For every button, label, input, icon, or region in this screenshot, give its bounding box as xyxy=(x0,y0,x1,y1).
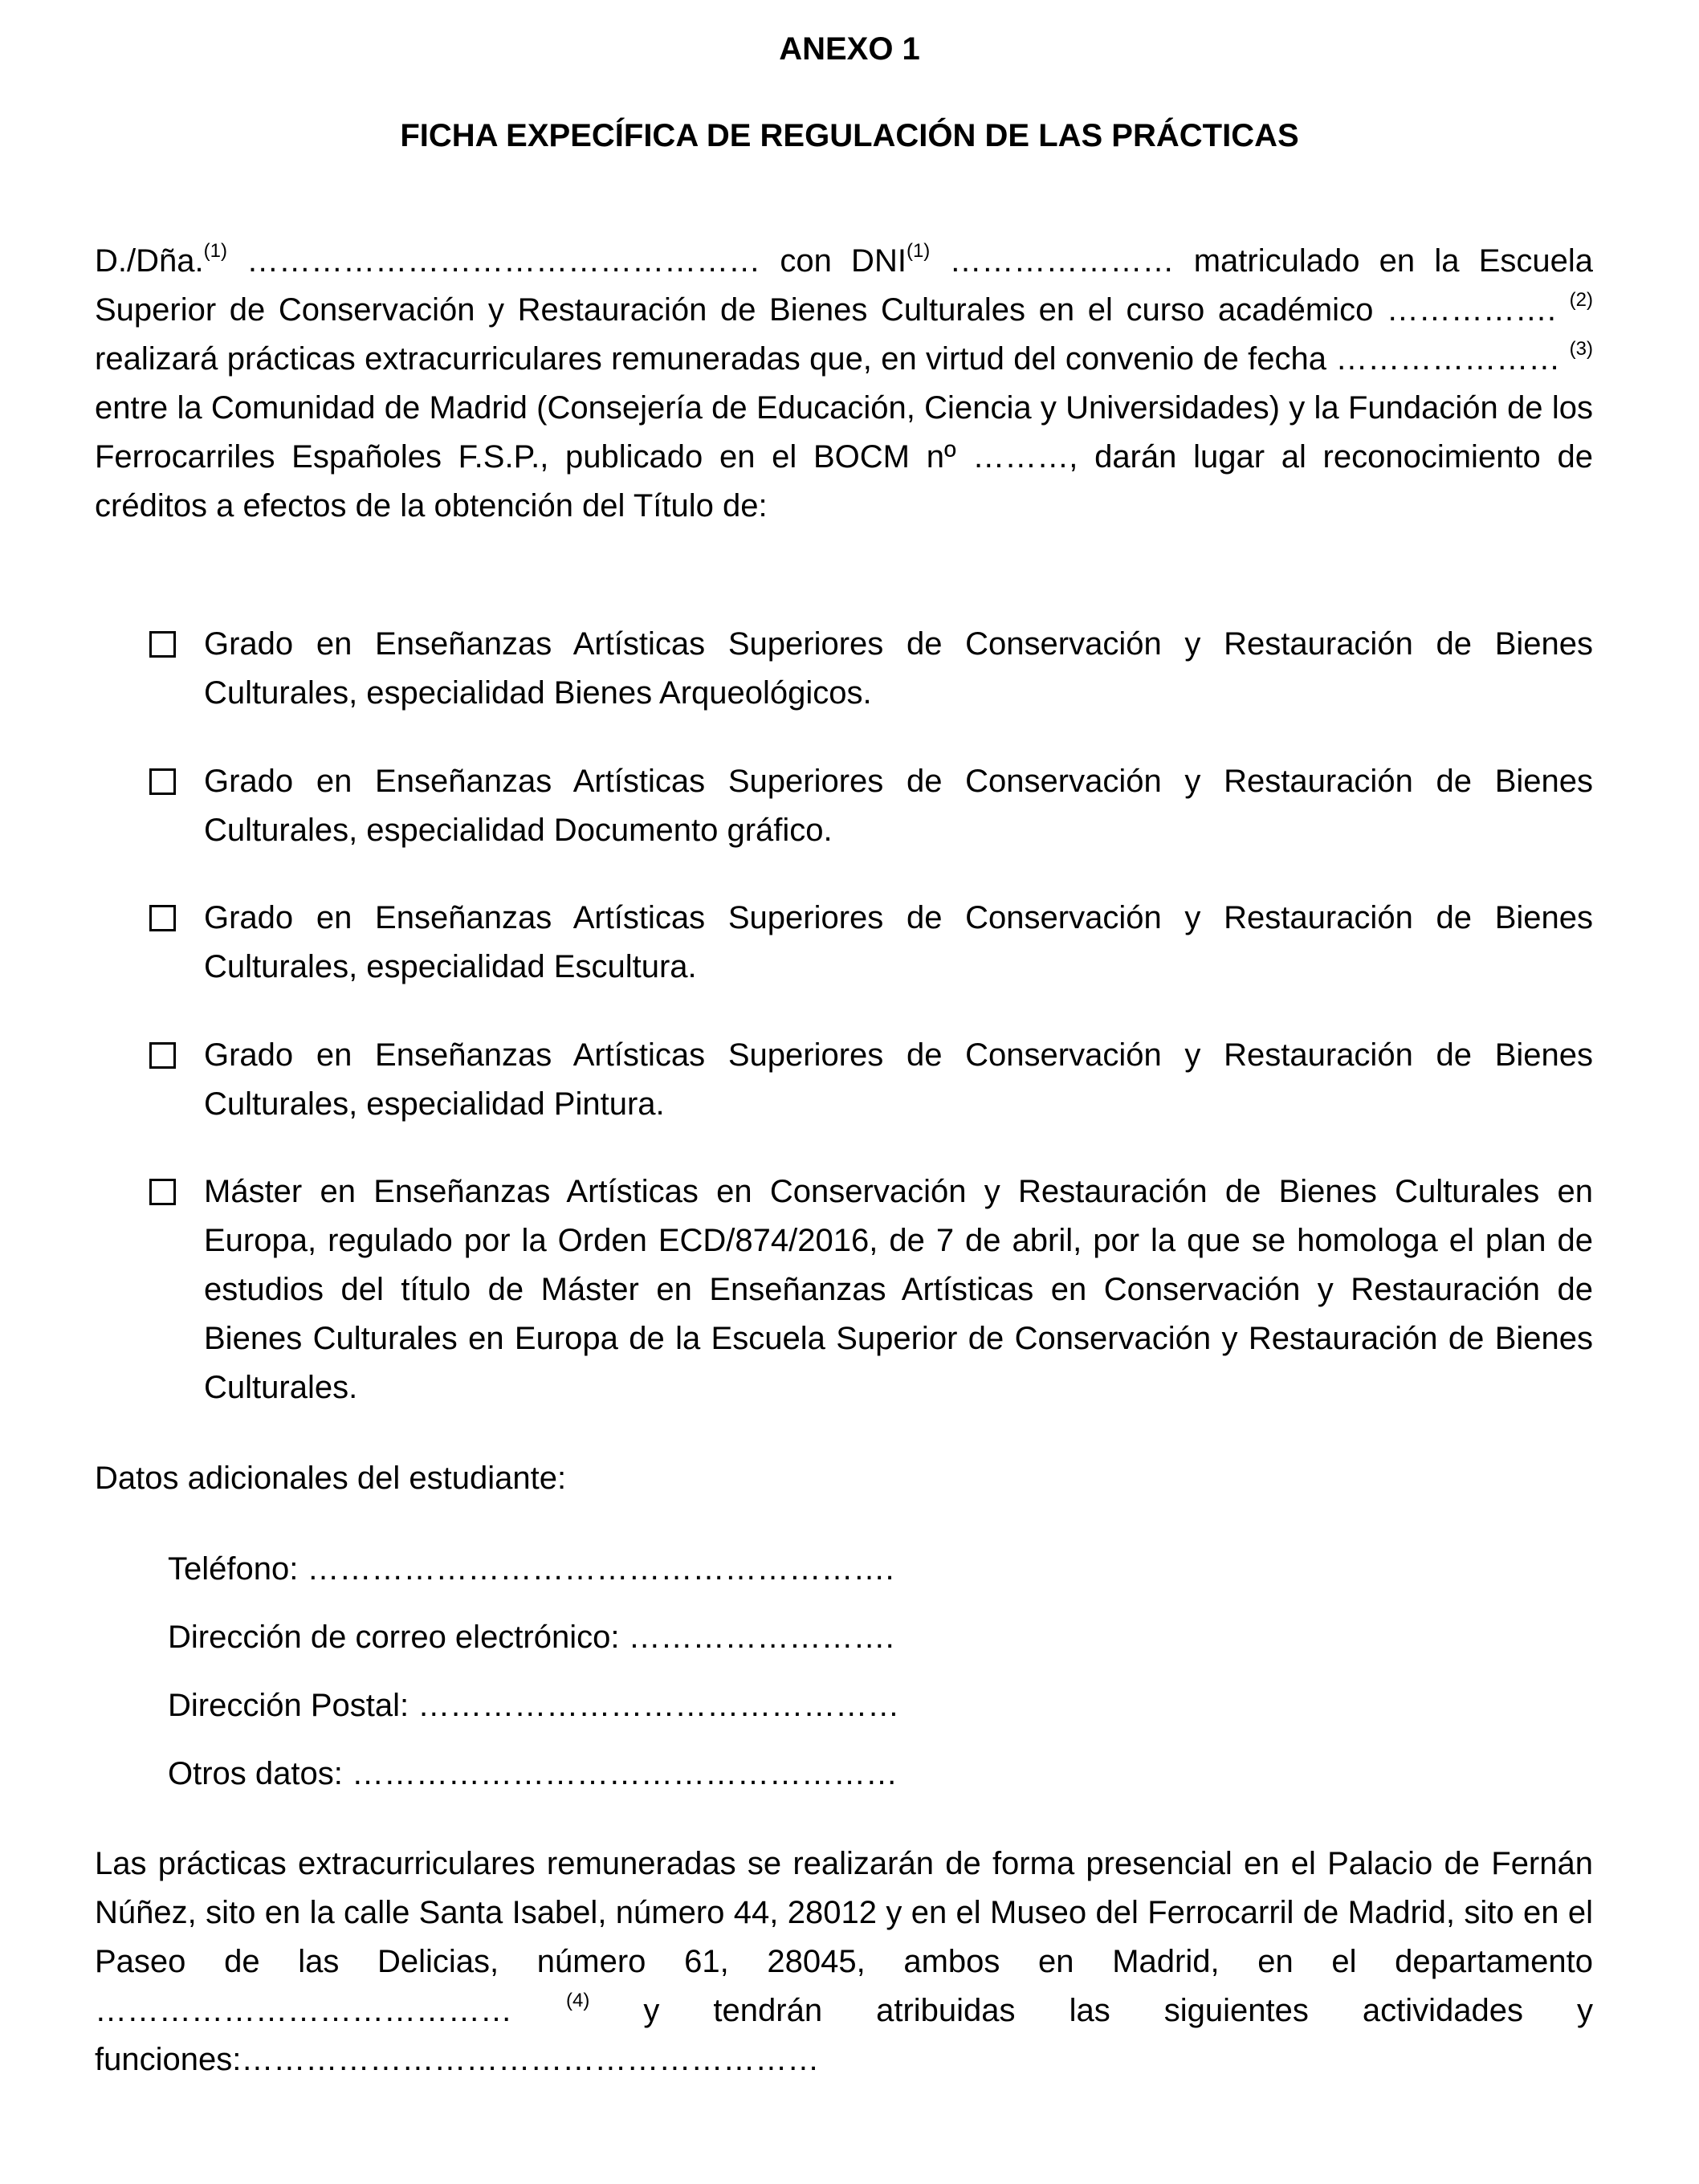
intro-text: D./Dña. xyxy=(95,243,204,279)
intro-text: entre la Comunidad de Madrid (Consejería de Educación, Ciencia y Universidades) y la Fundación de los Ferrocarriles Españoles F.S.P., publicado en el BOCM nº ………, darán lugar al reconocimiento de créditos a efectos de la obtención del Título de: xyxy=(95,390,1593,524)
footnote-ref: (3) xyxy=(1569,338,1593,360)
additional-heading: Datos adicionales del estudiante: xyxy=(95,1461,567,1496)
intro-paragraph xyxy=(95,237,1593,531)
option-item xyxy=(149,1031,1593,1129)
checkbox[interactable] xyxy=(149,768,176,795)
closing-text: Las prácticas extracurriculares remuneradas se realizarán de forma presencial en el Palacio de Fernán Núñez, sito en la calle Santa Isabel, número 44, 28012 y en el Museo del Ferrocarril de Madrid, sito en el Paseo de las Delicias, número 61, 28045, ambos en Madrid, en el departamento ………………………………… xyxy=(95,1846,1593,2028)
option-item xyxy=(149,620,1593,718)
option-item xyxy=(149,894,1593,992)
option-item xyxy=(149,1167,1593,1412)
closing-text: y tendrán atribuidas las siguientes actividades y funciones:……………………………………………… xyxy=(95,1993,1593,2077)
checkbox[interactable] xyxy=(149,1042,176,1069)
intro-text: ………………… matriculado en la Escuela Superior de Conservación y Restauración de Bienes Culturales en el curso académico ……………. xyxy=(95,243,1593,328)
document-title: ANEXO 1 xyxy=(779,31,920,67)
option-label: Grado en Enseñanzas Artísticas Superiores de Conservación y Restauración de Bienes Culturales, especialidad Pintura. xyxy=(204,1037,1593,1122)
checkbox[interactable] xyxy=(149,905,176,931)
email-field[interactable]: Dirección de correo electrónico: ……………………. xyxy=(168,1620,894,1655)
option-item xyxy=(149,757,1593,855)
intro-text: realizará prácticas extracurriculares remuneradas que, en virtud del convenio de fecha ………………… xyxy=(95,341,1561,377)
closing-paragraph xyxy=(95,1840,1593,2084)
checkbox[interactable] xyxy=(149,1179,176,1205)
postal-address-field[interactable]: Dirección Postal: ……………………………………… xyxy=(168,1688,900,1723)
option-label: Grado en Enseñanzas Artísticas Superiores de Conservación y Restauración de Bienes Culturales, especialidad Escultura. xyxy=(204,900,1593,984)
intro-text: ………………………………………… con DNI xyxy=(226,243,907,279)
option-label: Máster en Enseñanzas Artísticas en Conservación y Restauración de Bienes Culturales en Europa, regulado por la Orden ECD/874/2016, de 7 de abril, por la que se homologa el plan de estudios del título de Máster en Enseñanzas Artísticas en Conservación y Restauración de Bienes Culturales en Europa de la Escuela Superior de Conservación y Restauración de Bienes Culturales. xyxy=(204,1174,1593,1405)
option-label: Grado en Enseñanzas Artísticas Superiores de Conservación y Restauración de Bienes Culturales, especialidad Documento gráfico. xyxy=(204,764,1593,848)
footnote-ref: (2) xyxy=(1569,289,1593,311)
checkbox[interactable] xyxy=(149,631,176,658)
footnote-ref: (1) xyxy=(203,240,227,262)
phone-field[interactable]: Teléfono: ………………………………………………. xyxy=(168,1551,894,1587)
document-subtitle: FICHA EXPECÍFICA DE REGULACIÓN DE LAS PRÁCTICAS xyxy=(400,118,1299,153)
option-label: Grado en Enseñanzas Artísticas Superiores de Conservación y Restauración de Bienes Culturales, especialidad Bienes Arqueológicos. xyxy=(204,626,1593,711)
footnote-ref: (1) xyxy=(906,240,931,262)
footnote-ref: (4) xyxy=(566,1990,590,2011)
other-data-field[interactable]: Otros datos: …………………………………………… xyxy=(168,1756,898,1791)
